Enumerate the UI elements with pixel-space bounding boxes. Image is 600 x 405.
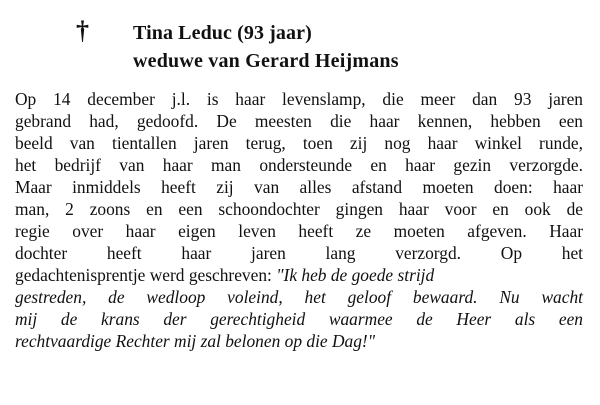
quote-start: "Ik heb de goede strijd [276, 265, 435, 285]
quote-line-2: mij de krans der gerechtigheid waarmee de Heer als een [15, 309, 583, 329]
text-line-3: beeld van tientallen jaren terug, toen zij nog haar winkel runde, [15, 133, 583, 153]
text-line-5: Maar inmiddels heeft zij van alles afstand moeten doen: haar [15, 177, 583, 197]
obituary-title: Tina Leduc (93 jaar) [133, 22, 312, 44]
obituary-body [15, 88, 583, 352]
obituary-subtitle: weduwe van Gerard Heijmans [133, 50, 399, 72]
quote-line-1: gestreden, de wedloop voleind, het geloof bewaard. Nu wacht [15, 287, 583, 307]
text-line-8: dochter heeft haar jaren lang verzorgd. Op het [15, 243, 583, 263]
text-line-1: Op 14 december j.l. is haar levenslamp, die meer dan 93 jaren [15, 89, 583, 109]
cross-icon: † [76, 16, 89, 45]
quote-line-3: rechtvaardige Rechter mij zal belonen op die Dag!" [15, 331, 376, 351]
text-line-7: regie over haar eigen leven heeft ze moeten afgeven. Haar [15, 221, 583, 241]
text-line-4: het bedrijf van haar man ondersteunde en haar gezin verzorgde. [15, 155, 583, 175]
text-line-9 [15, 264, 583, 286]
text-line-2: gebrand had, gedoofd. De meesten die haar kennen, hebben een [15, 111, 583, 131]
text-line-6: man, 2 zoons en een schoondochter gingen haar voor en ook de [15, 199, 583, 219]
text-line-9-lead: gedachtenisprentje werd geschreven: [15, 265, 277, 285]
